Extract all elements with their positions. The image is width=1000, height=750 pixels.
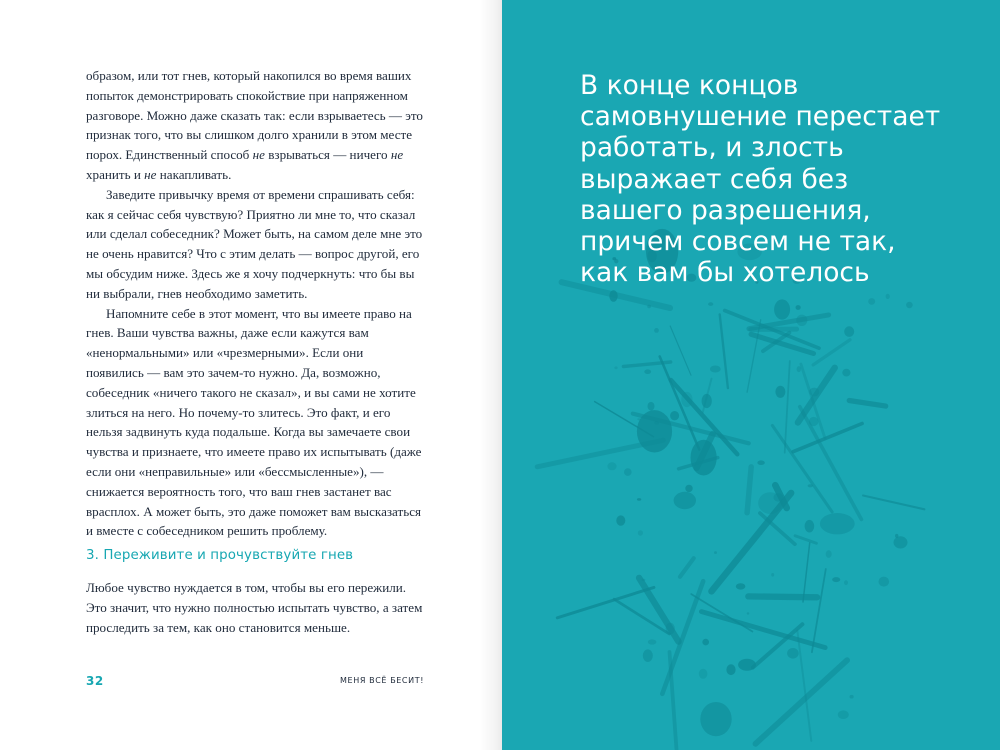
italic-emphasis: не [252,147,265,163]
ink-blot [809,388,819,397]
ink-blot [894,536,908,548]
ink-blot [666,623,675,635]
quote-line: как вам бы хотелось [580,257,870,289]
ink-streak [756,660,848,744]
ink-blot [685,485,692,492]
ink-streak [797,630,811,741]
ink-blot [681,392,692,407]
ink-blot [642,579,646,581]
ink-streak [557,587,654,617]
quote-line: вашего разрешения, [580,194,871,226]
ink-blot [654,421,659,425]
ink-blot [747,612,750,614]
ink-blot [774,299,790,319]
ink-blot [670,411,679,420]
text-run: хранить и [86,166,145,182]
ink-blot [886,294,890,299]
ink-blot [842,369,850,377]
ink-blot [702,394,712,408]
ink-blot [700,702,731,736]
ink-blot [820,513,855,534]
ink-blot [710,366,721,373]
body-paragraph [86,185,424,304]
running-title: МЕНЯ ВСЁ БЕСИТ! [340,676,424,685]
ink-blot [702,639,709,646]
ink-blot [637,418,640,420]
ink-blot [614,366,617,369]
quote-line: самовнушение перестает [580,101,941,133]
ink-blot [736,583,746,589]
ink-blot [809,417,818,426]
ink-blot [808,484,813,487]
ink-blot [826,550,832,558]
ink-blot [616,515,625,525]
ink-blot [797,366,801,372]
ink-streak [812,569,826,652]
pull-quote [580,70,980,288]
ink-streak [863,496,924,510]
ink-blot [738,659,756,671]
ink-streak [785,361,790,453]
ink-blot [774,493,784,501]
ink-blot [771,573,774,577]
ink-blot [895,534,898,538]
ink-blot [879,577,890,587]
ink-blot [714,551,717,554]
ink-blot [607,462,616,470]
section-paragraph: Любое чувство нуждается в том, чтобы вы его пережили. Это значит, что нужно полностью испытать чувство, а затем проследить за тем, как оно становится меньше. [86,580,423,635]
ink-blot [844,326,854,337]
quote-line: причем совсем не так, [580,226,896,258]
ink-streak [793,424,862,452]
ink-blot [838,710,849,719]
section-heading: 3. Переживите и прочувствуйте гнев [86,548,354,563]
ink-blot [850,695,854,699]
ink-blot [868,298,875,305]
ink-blot [757,460,764,465]
ink-streak [748,596,817,597]
ink-blot [638,530,643,535]
ink-blot [726,664,735,675]
ink-streak [662,581,703,694]
quote-line: работать, и злость [580,132,844,164]
text-run: Заведите привычку время от времени спрашивать себя: как я сейчас себя чувствую? Приятно ли мне то, что сказал или сделал собеседник? Может быть, на самом деле мне это не очень нравится? Что с этим делать — вопрос другой, его мы обсудим ниже. Здесь же я хочу подчеркнуть: что бы вы ни выбрали, гнев необходимо заметить. [86,186,423,301]
ink-blot [637,498,641,501]
right-page [502,0,1000,750]
ink-blot [624,468,632,476]
italic-emphasis: не [390,147,404,163]
ink-streak [795,536,816,544]
ink-blot [775,386,785,398]
italic-emphasis: не [144,166,157,182]
ink-blot [674,492,696,509]
ink-blot [796,315,807,326]
ink-blot [637,410,672,452]
ink-blot [647,305,651,308]
ink-blot [832,577,840,582]
ink-blot [644,369,651,374]
body-text [86,66,424,541]
ink-streak [720,314,728,388]
ink-streak [813,340,850,365]
text-run: накапливать. [156,166,232,182]
ink-blot [643,649,653,662]
ink-blot [906,302,913,308]
ink-blot [708,302,713,306]
ink-blot [648,639,657,644]
ink-streak [747,467,751,513]
quote-line: выражает себя без [580,163,849,195]
ink-blot [648,402,655,411]
ink-streak [680,558,694,577]
ink-blot [796,305,801,310]
ink-streak [803,543,810,602]
body-paragraph [86,304,424,542]
ink-blot [844,580,848,585]
ink-streak [701,612,825,648]
section-body-text [86,578,424,637]
page-number: 32 [86,674,104,688]
ink-streak [849,401,886,407]
ink-blot [654,328,659,333]
ink-blot [787,648,799,659]
ink-blot [691,440,717,476]
ink-streak [800,407,862,520]
text-run: образом, или тот гнев, который накопился во время ваших попыток демонстрировать спокойствие при напряженном разговоре. Можно даже сказать так: если взрываетесь — это признак того, что вы слишком долго хранили в этом месте порох. Единственный способ [86,68,423,163]
ink-blot [805,520,815,533]
text-run: Напомните себе в этот момент, что вы имеете право на гнев. Ваши чувства важны, даже если кажутся вам «ненормальными» или «чрезмерными». Если они появились — вам это зачем-то нужно. Да, возможно, собеседник «ничего такого не сказал», и вы сами не хотите злиться на него. Но почему-то злитесь. Это факт, и его нельзя задвинуть куда подальше. Когда вы замечаете свои чувства и признаете, что имеете право их испытывать (даже если они «неправильные» или «бессмысленные»), — снижается вероятность того, что ваш гнев застанет вас врасплох. А может быть, это даже поможет вам высказаться и вместе с собеседником решить проблему. [86,305,422,539]
quote-line: В конце концов [580,70,799,101]
ink-blot [609,290,617,302]
ink-streak [670,326,691,375]
body-paragraph [86,66,424,185]
ink-blot [699,669,708,679]
text-run: взрываться — ничего [264,147,391,163]
book-gutter-shadow [480,0,504,750]
